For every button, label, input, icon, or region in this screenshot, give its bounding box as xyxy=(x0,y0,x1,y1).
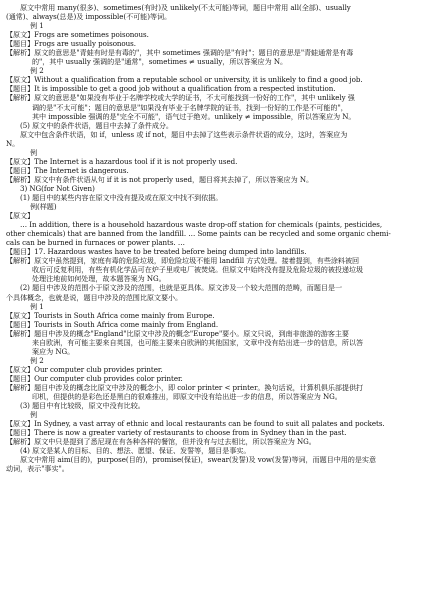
text-line: cals can be burned in furnaces or power plants. … xyxy=(6,238,185,248)
text-line: 例 1 xyxy=(30,301,44,311)
text-line: 其中 impossible 强调的是"完全不可能"，语气过于绝对。unlikely ≠ impossible，所以答案应为 N。 xyxy=(32,111,356,121)
text-line: 处理注地前如何处理，故本题答案为 NG。 xyxy=(32,274,166,284)
text-line: 例 1 xyxy=(30,21,44,31)
text-line: 【解析】原文中有条件状语从句 if it is not properly used，题目将其去掉了，所以答案应为 N。 xyxy=(6,174,314,184)
text-line: … In addition, there is a household hazardous waste drop-off station for chemicals (paints, pesticides, xyxy=(20,220,383,230)
text-line: 原文中包含条件状语，如 if，unless 或 if not，题目中去掉了这些表示条件状语的成分，这时，答案应为 xyxy=(20,129,348,139)
text-line: 原文中常用 aim(目的)，purpose(目的)，promise(保证)，swear(发誓)及 vow(发誓)等词，而题目中用的是实意 xyxy=(20,455,376,465)
text-line: 【原文】 xyxy=(6,211,35,221)
text-line: 【题目】17. Hazardous wastes have to be treated before being dumped into landfills. xyxy=(6,247,307,257)
text-line: 【题目】It is impossible to get a good job without a qualification from a respected institution. xyxy=(6,84,336,94)
text-line: 例 2 xyxy=(30,66,44,76)
text-line: 动词，表示"事实"。 xyxy=(6,464,69,474)
text-line: 收后可反复利用，有些有机化学品可在炉子里或电厂被焚烧。但原文中始终没有提及危险垃圾的被投递垃圾 xyxy=(32,265,364,275)
text-line: 【原文】Without a qualification from a reputable school or university, it is unlikely to find a good job. xyxy=(6,75,363,85)
text-line: 调的是"不太可能"；题目的意思是"如果没有毕业于名牌学院的证书，找到一份好的工作是不可能的"， xyxy=(32,102,348,112)
text-line: 原文中常用 many(很多)、sometimes(有时)及 unlikely(不太可能)等词，题目中常用 all(全部)、usually xyxy=(20,3,351,12)
text-line: 个具体概念，也就是说，题目中涉及的范围比原文要小。 xyxy=(6,292,183,302)
text-line: 【解析】题目中涉及的概念"England"比原文中涉及的概念"Europe"要小。原文只说，到南非旅游的游客主要 xyxy=(6,328,349,338)
text-line: 例 xyxy=(30,410,38,420)
text-line: 【解析】题目中涉及的概念比原文中涉及的概念小，即 color printer < printer。换句话说，计算机俱乐部提供打 xyxy=(6,382,364,392)
text-line: 【原文】In Sydney, a vast array of ethnic and local restaurants can be found to suit all palates and pockets. xyxy=(6,419,385,429)
text-line: 【题目】Our computer club provides color printer. xyxy=(6,373,183,383)
text-line: 【解析】原文的意思是"如果没有毕业于名牌学校或大学的证书，不太可能找到一份好的工作"，其中 unlikely 强 xyxy=(6,93,355,103)
text-line: N。 xyxy=(6,138,20,148)
text-line: 例 2 xyxy=(30,355,44,365)
text-line: (4) 原文是某人的目标、目的、想法、愿望、保证、发誓等，题目是事实。 xyxy=(20,446,251,456)
text-line: (5) 原文中的条件状语，题目中去掉了条件成分。 xyxy=(20,120,173,130)
text-line: (通常)、always(总是)及 impossible(不可能)等词。 xyxy=(6,12,172,22)
text-line: 【题目】Frogs are usually poisonous. xyxy=(6,39,136,49)
text-line: 的"，其中 usually 强调的是"通常"，sometimes ≠ usually，所以答案应为 N。 xyxy=(32,57,288,67)
text-line: 【解析】原文中只是提到了悉尼现在有各种各样的餐馆，但并没有与过去相比，所以答案应为 NG。 xyxy=(6,437,316,447)
text-line: 【原文】Frogs are sometimes poisonous. xyxy=(6,30,149,40)
text-line: 例(样题) xyxy=(30,202,57,212)
text-line: 例 xyxy=(30,147,38,157)
text-line: 【题目】There is now a greater variety of restaurants to choose from in Sydney than in the past. xyxy=(6,428,347,438)
text-line: 【原文】The Internet is a hazardous tool if it is not properly used. xyxy=(6,156,238,166)
text-line: 【原文】Our computer club provides printer. xyxy=(6,364,163,374)
text-line: 案应为 NG。 xyxy=(32,346,75,356)
text-line: 【解析】原文的意思是"青蛙有时是有毒的"，其中 sometimes 强调的是"有时"；题目的意思是"青蛙通常是有毒 xyxy=(6,48,354,58)
text-line: other chemicals) that are banned from the landfill. … Some paints can be recycled and some organic chemi- xyxy=(6,229,391,239)
text-line: 【原文】Tourists in South Africa come mainly from Europe. xyxy=(6,310,215,320)
text-line: (1) 题目中的某些内容在原文中没有提及或在原文中找不到依据。 xyxy=(20,192,223,202)
text-line: 【解析】原文中虽然提到，家庭有毒的危险垃圾，即危险垃圾不能用 landfill 方式处理。接着提到，有些涂料被回 xyxy=(6,256,360,266)
text-line: (3) 题目中有比较级，原文中没有比较。 xyxy=(20,401,145,411)
text-line: 印机，但提供的是彩色还是黑白的很难推出，即原文中没有给出进一步的信息，所以答案应为 NG。 xyxy=(32,392,342,402)
text-line: (2) 题目中涉及的范围小于原文涉及的范围，也就是更具体。原文涉及一个较大范围的范畴，而题目是一 xyxy=(20,283,343,293)
text-line: 来自欧洲，有可能主要来自英国，也可能主要来自欧洲的其他国家，文章中没有给出进一步的信息，所以答 xyxy=(32,337,364,347)
text-line: 【题目】The Internet is dangerous. xyxy=(6,165,129,175)
text-line: 【题目】Tourists in South Africa come mainly from England. xyxy=(6,319,219,329)
text-line: 3) NG(for Not Given) xyxy=(20,183,95,193)
